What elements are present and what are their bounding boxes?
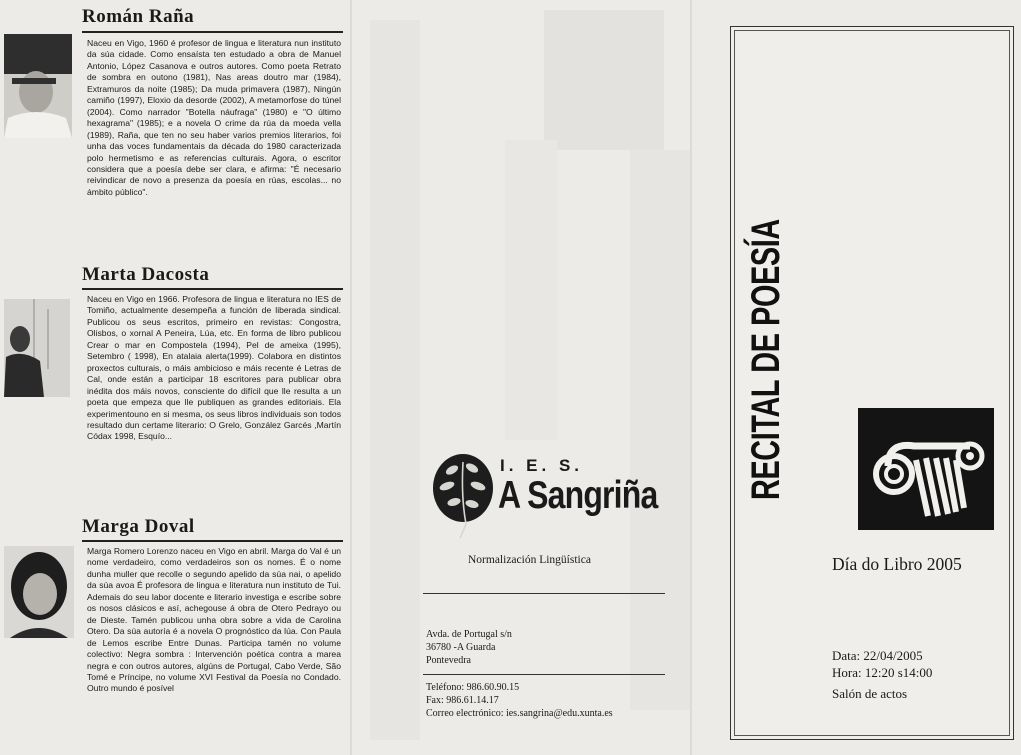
- address-line: 36780 -A Guarda: [426, 642, 496, 654]
- event-time: Hora: 12:20 s14:00: [832, 665, 933, 680]
- portrait-icon: [4, 299, 70, 397]
- divider: [82, 540, 343, 542]
- divider: [423, 593, 665, 594]
- show-through-block: [630, 150, 690, 710]
- fold-line-right: [690, 0, 692, 755]
- phone-line: Teléfono: 986.60.90.15: [426, 682, 520, 693]
- contact-block: [426, 681, 613, 721]
- portrait-photo: [4, 546, 74, 638]
- portrait-photo: [4, 34, 72, 138]
- bio-text-marga-doval: Marga Romero Lorenzo naceu en Vigo en abril. Marga do Val é un nome verdadeiro, como verdadeiros son os nomes. É o nome dunha muller que recolle o segundo apelido da súa nai, o apelido da súa avoa É profesora de lingua e literatura nun instituto de Tui. Ademais do seu labor docente e literario investiga e escribe sobre os nosos clásicos e así, achegouse á obra de Otero Pedrayo ou de Dieste. Tamén publicou unha obra sobre a vida de Carolina Otero. Da súa autoría é a novela O prognóstico da lúa. Con Paula de Lemos escribe Entre Dunas. Participa tamén no volume colectivo: Negra sombra : Intervención poética contra a marea negra e con outros autores, algúns de Portugal, Cabo Verde, São Tomé e Príncipe, no volume XVI Festival da Poesía no Condado. Outro mundo é posível: [87, 546, 341, 694]
- divider: [82, 288, 343, 290]
- divider: [423, 674, 665, 675]
- address-block: [426, 628, 512, 668]
- institute-department: Normalización Lingüística: [468, 554, 591, 566]
- portrait-photo: [4, 299, 70, 397]
- column-capital-icon: [858, 408, 994, 530]
- bio-name-marta-dacosta: Marta Dacosta: [82, 264, 210, 285]
- ionic-capital-image: [858, 408, 994, 530]
- ies-leaf-logo-icon: [432, 452, 494, 538]
- divider: [82, 31, 343, 33]
- event-name: Día do Libro 2005: [832, 554, 962, 574]
- address-line: Avda. de Portugal s/n: [426, 629, 512, 640]
- bio-name-roman-rana: Román Raña: [82, 6, 195, 27]
- email-line: Correo electrónico: ies.sangrina@edu.xunta.es: [426, 708, 613, 720]
- fold-line-left: [350, 0, 352, 755]
- fax-line: Fax: 986.61.14.17: [426, 695, 499, 707]
- show-through-block: [505, 140, 557, 440]
- bio-text-marta-dacosta: Naceu en Vigo en 1966. Profesora de lingua e literatura no IES de Tomiño, actualmente desempeña a función de liberada sindical. Publicou os seus escritos, primeiro en revistas: Congostra, Olisbos, o xornal A Peneira, Lúa, etc. En forma de libro publicou Crear o mar en Compostela (1994), Pel de ameixa (1995), Setembro ( 1998), En atalaia alerta(1999). Colabora en distintos proxectos culturais, o máis ambicioso e máis recente é Letras de Cal, onde están a participar 18 escritores para publicar obra inédita dos máis novos, consciente do difícil que lle resulta a un poeta que empeza que lle publiquen as grandes editoriais. Ela experimentouno en si mesma, os seus libros individuais son todos resultado dun certame literario: O Grelo, González Garcés ,Martín Códax 1998, Esquío...: [87, 294, 341, 442]
- portrait-icon: [4, 546, 74, 638]
- bio-name-marga-doval: Marga Doval: [82, 516, 195, 537]
- event-place: Salón de actos: [832, 686, 908, 701]
- bio-text-roman-rana: Naceu en Vigo, 1960 é profesor de lingua e literatura nun instituto da súa cidade. Como ensaísta ten estudado a obra de Manuel Antonio, López Casanova e outros autores. Como poeta Retrato de sombra en outono (1981), Nas areas doutro mar (1984), Extramuros da noite (1985); Da muda primavera (1987), Ningún camiño (1997), Eloxio da desorde (2002), A metamorfose do túnel (2004). Como narrador "Botella náufraga" (1980) e "O último hexagrama" (1985); e a novela O crime da rúa da moeda vella (1989), Raña, que ten no seu haber varios premios literarios, foi unha das voces fundamentais da década do 1980 caracterizada polo hermetismo e as referencias culturais. Agora, o escritor considera que a poesía debe ser clara, e afirma: "É necesario reivindicar de novo a presenza da poesía en rúas, escolas... no ámbito público".: [87, 38, 341, 197]
- address-line: Pontevedra: [426, 655, 471, 667]
- show-through-block: [370, 20, 420, 740]
- event-date: Data: 22/04/2005: [832, 648, 923, 663]
- show-through-block: [544, 10, 664, 150]
- institute-abbreviation: I. E. S.: [500, 456, 584, 475]
- poster-title: RECITAL DE POESÍA: [744, 219, 788, 500]
- institute-name: A Sangriña: [498, 474, 658, 517]
- portrait-icon: [4, 34, 72, 138]
